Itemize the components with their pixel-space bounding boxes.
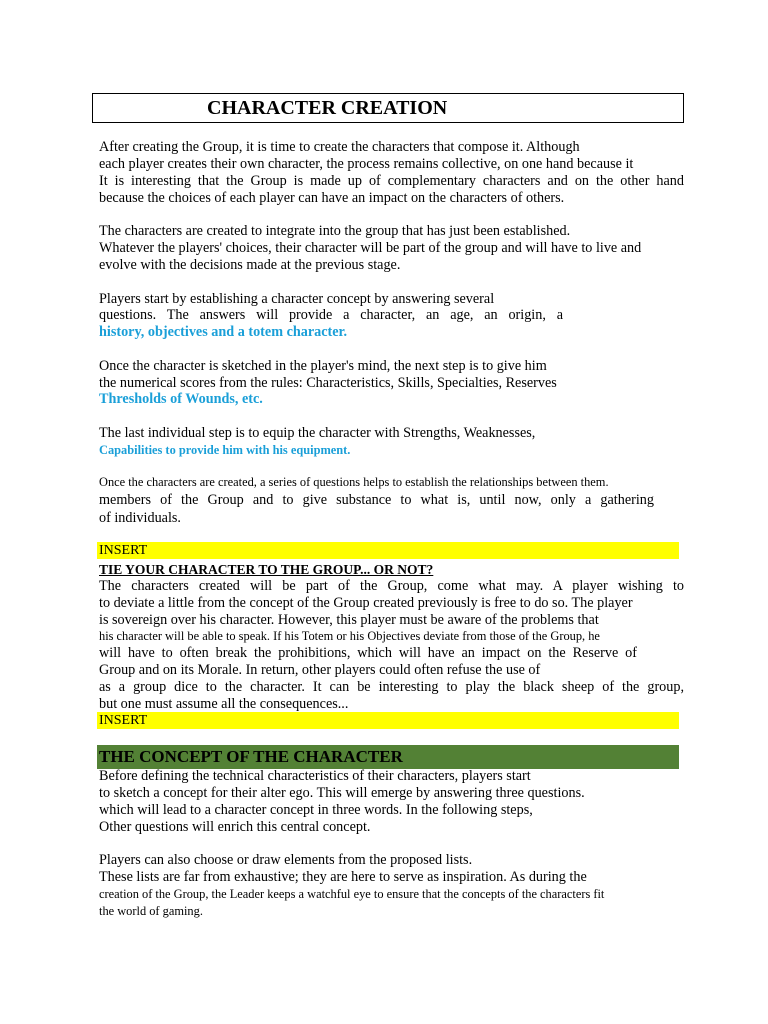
p6-line-2: members of the Group and to give substance to what is, until now, only a gathering xyxy=(99,492,654,508)
p3-line-2: questions. The answers will provide a character, an age, an origin, a xyxy=(99,307,563,323)
p7-line-1: Before defining the technical characteristics of their characters, players start xyxy=(99,768,531,784)
p3-line-1: Players start by establishing a character concept by answering several xyxy=(99,291,495,307)
p8-line-2: These lists are far from exhaustive; they are here to serve as inspiration. As during the xyxy=(99,869,587,885)
insert-line-2: to deviate a little from the concept of the Group created previously is free to do so. The player xyxy=(99,595,633,611)
insert-line-3: is sovereign over his character. However, this player must be aware of the problems that xyxy=(99,612,599,628)
page-title: CHARACTER CREATION xyxy=(207,97,448,119)
insert-bar-top xyxy=(97,542,679,559)
p4-line-2: the numerical scores from the rules: Characteristics, Skills, Specialties, Reserves xyxy=(99,375,557,391)
p2-line-1: The characters are created to integrate into the group that has just been established. xyxy=(99,223,571,239)
section-heading-bar xyxy=(97,745,679,769)
p6-line-3: of individuals. xyxy=(99,510,181,526)
p5-line-2-highlight: Capabilities to provide him with his equipment. xyxy=(99,443,351,457)
p2-line-2: Whatever the players' choices, their character will be part of the group and will have to live and xyxy=(99,240,642,256)
title-box xyxy=(92,93,684,123)
p5-line-1: The last individual step is to equip the character with Strengths, Weaknesses, xyxy=(99,425,536,441)
p4-line-1: Once the character is sketched in the player's mind, the next step is to give him xyxy=(99,358,547,374)
p7-line-3: which will lead to a character concept in three words. In the following steps, xyxy=(99,802,533,818)
insert-line-7: as a group dice to the character. It can be interesting to play the black sheep of the group, xyxy=(99,679,684,695)
p1-line-1: After creating the Group, it is time to create the characters that compose it. Although xyxy=(99,139,580,155)
insert-bar-bottom xyxy=(97,712,679,729)
insert-heading: TIE YOUR CHARACTER TO THE GROUP... OR NOT? xyxy=(99,562,434,577)
p8-line-1: Players can also choose or draw elements from the proposed lists. xyxy=(99,852,473,868)
p4-line-3-highlight: Thresholds of Wounds, etc. xyxy=(99,391,263,407)
p8-line-4: the world of gaming. xyxy=(99,904,203,918)
p3-line-3-highlight: history, objectives and a totem character. xyxy=(99,324,348,340)
p8-line-3: creation of the Group, the Leader keeps a watchful eye to ensure that the concepts of the characters fit xyxy=(99,887,605,901)
insert-label-top: INSERT xyxy=(99,543,148,558)
insert-line-5: will have to often break the prohibitions, which will have an impact on the Reserve of xyxy=(99,645,637,661)
p1-line-2: each player creates their own character, the process remains collective, on one hand because it xyxy=(99,156,634,172)
p7-line-4: Other questions will enrich this central concept. xyxy=(99,819,371,835)
p6-line-1: Once the characters are created, a series of questions helps to establish the relationships between them. xyxy=(99,475,609,489)
section-heading: THE CONCEPT OF THE CHARACTER xyxy=(99,747,403,766)
p7-line-2: to sketch a concept for their alter ego. This will emerge by answering three questions. xyxy=(99,785,585,801)
insert-line-1: The characters created will be part of the Group, come what may. A player wishing to xyxy=(99,578,684,594)
p1-line-3: It is interesting that the Group is made up of complementary characters and on the other hand xyxy=(99,173,684,189)
insert-label-bottom: INSERT xyxy=(99,713,148,728)
insert-line-8: but one must assume all the consequences... xyxy=(99,696,349,712)
p2-line-3: evolve with the decisions made at the previous stage. xyxy=(99,257,401,273)
insert-line-4: his character will be able to speak. If his Totem or his Objectives deviate from those of the Group, he xyxy=(99,629,600,643)
insert-line-6: Group and on its Morale. In return, other players could often refuse the use of xyxy=(99,662,541,678)
p1-line-4: because the choices of each player can have an impact on the characters of others. xyxy=(99,190,565,206)
